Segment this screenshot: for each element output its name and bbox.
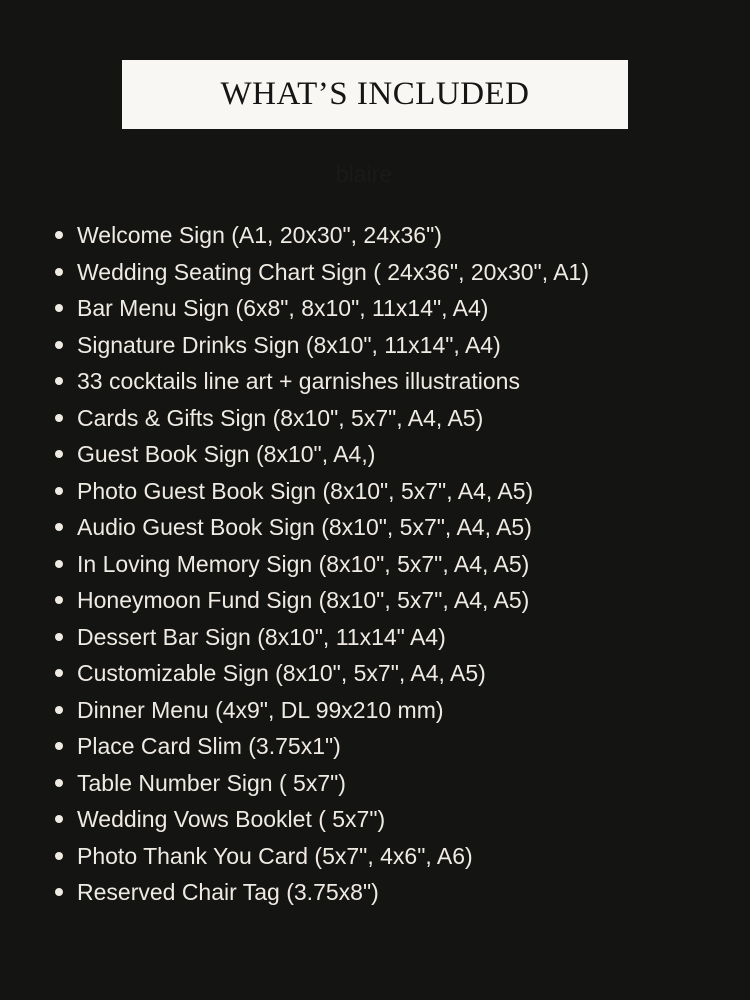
bullet-icon (55, 815, 63, 823)
bullet-icon (55, 633, 63, 641)
bullet-icon (55, 742, 63, 750)
bullet-icon (55, 231, 63, 239)
bullet-icon (55, 414, 63, 422)
list-item-label: Dinner Menu (4x9", DL 99x210 mm) (77, 696, 444, 723)
list-item-label: Honeymoon Fund Sign (8x10", 5x7", A4, A5) (77, 587, 530, 614)
bullet-icon (55, 450, 63, 458)
bullet-icon (55, 888, 63, 896)
bullet-icon (55, 560, 63, 568)
subtitle (0, 160, 728, 188)
bullet-icon (55, 377, 63, 385)
title-banner (122, 60, 628, 129)
list-item-label: Place Card Slim (3.75x1") (77, 733, 341, 760)
bullet-icon (55, 706, 63, 714)
list-item-label: 33 cocktails line art + garnishes illustrations (77, 368, 520, 395)
list-item-label: Photo Thank You Card (5x7", 4x6", A6) (77, 842, 473, 869)
bullet-icon (55, 523, 63, 531)
list-item-label: Wedding Vows Booklet ( 5x7") (77, 806, 386, 833)
list-item-label: Guest Book Sign (8x10", A4,) (77, 441, 376, 468)
page-title: WHAT’S INCLUDED (220, 76, 530, 112)
list-item-label: In Loving Memory Sign (8x10", 5x7", A4, A5) (77, 550, 530, 577)
bullet-icon (55, 268, 63, 276)
list-item-label: Wedding Seating Chart Sign ( 24x36", 20x30", A1) (77, 258, 589, 285)
list-item-label: Signature Drinks Sign (8x10", 11x14", A4) (77, 331, 501, 358)
list-item-label: Cards & Gifts Sign (8x10", 5x7", A4, A5) (77, 404, 484, 431)
subtitle-text: blaire (335, 161, 393, 187)
list-item-label: Customizable Sign (8x10", 5x7", A4, A5) (77, 660, 486, 687)
bullet-icon (55, 669, 63, 677)
bullet-icon (55, 341, 63, 349)
list-item-label: Audio Guest Book Sign (8x10", 5x7", A4, A5) (77, 514, 532, 541)
list-item-label: Dessert Bar Sign (8x10", 11x14" A4) (77, 623, 446, 650)
list-item-label: Table Number Sign ( 5x7") (77, 769, 346, 796)
list-item-label: Welcome Sign (A1, 20x30", 24x36") (77, 222, 442, 249)
bullet-icon (55, 304, 63, 312)
list-item-label: Photo Guest Book Sign (8x10", 5x7", A4, A5) (77, 477, 534, 504)
bullet-icon (55, 487, 63, 495)
list-item-label: Bar Menu Sign (6x8", 8x10", 11x14", A4) (77, 295, 489, 322)
bullet-icon (55, 596, 63, 604)
list-item-label: Reserved Chair Tag (3.75x8") (77, 879, 379, 906)
bullet-icon (55, 852, 63, 860)
bullet-icon (55, 779, 63, 787)
